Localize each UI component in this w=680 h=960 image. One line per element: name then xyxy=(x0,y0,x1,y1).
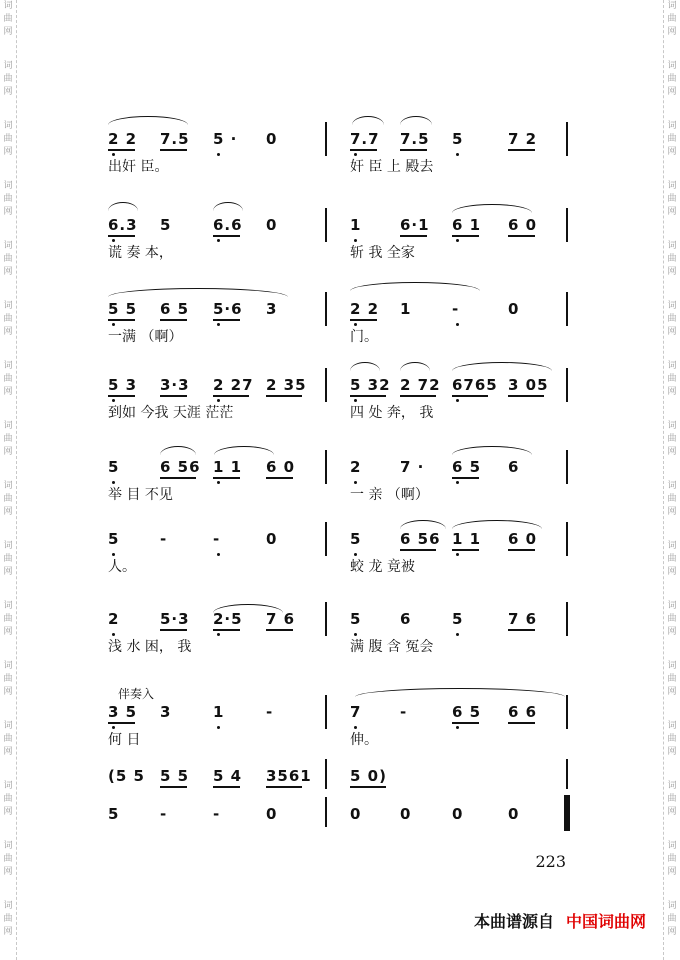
beam-line xyxy=(160,629,187,631)
bar-line xyxy=(566,122,568,156)
bar-line xyxy=(325,122,327,156)
slur xyxy=(213,604,283,613)
note-group: 6 0 xyxy=(508,216,538,234)
beam-line xyxy=(350,395,386,397)
watermark-char: 网 xyxy=(3,327,13,337)
lyric-line: 一 亲 （啊） xyxy=(350,487,429,503)
watermark-char: 词 xyxy=(667,901,677,911)
note-group: 1 xyxy=(400,300,412,318)
bar-line xyxy=(325,208,327,242)
note-group: 5·6 xyxy=(213,300,243,318)
note-group: 3·3 xyxy=(160,376,190,394)
note-group: 5 xyxy=(108,458,120,476)
note-group: - xyxy=(213,805,221,823)
lyric-line: 出奸 臣。 xyxy=(108,159,169,175)
beam-line xyxy=(508,395,544,397)
lyric-line: 蛟 龙 竟被 xyxy=(350,559,415,575)
watermark-char: 曲 xyxy=(667,914,677,924)
accompaniment-annotation: 伴奏入 xyxy=(118,687,155,701)
beam-line xyxy=(452,235,479,237)
note-group: 2 72 xyxy=(400,376,441,394)
watermark-char: 网 xyxy=(3,687,13,697)
beam-line xyxy=(350,786,386,788)
watermark-char: 网 xyxy=(667,507,677,517)
watermark-char: 网 xyxy=(3,807,13,817)
note-group: 1 1 xyxy=(213,458,243,476)
low-octave-dot xyxy=(456,399,459,402)
watermark-char: 词 xyxy=(3,841,13,851)
note-group: 6 1 xyxy=(452,216,482,234)
beam-line xyxy=(452,549,479,551)
watermark-char: 词 xyxy=(3,901,13,911)
watermark-char: 词 xyxy=(667,421,677,431)
note-group: 7 2 xyxy=(508,130,538,148)
lyric-line: 门。 xyxy=(350,329,378,345)
watermark-char: 曲 xyxy=(667,194,677,204)
low-octave-dot xyxy=(456,153,459,156)
watermark-char: 曲 xyxy=(3,734,13,744)
lyric-line: 一满 （啊） xyxy=(108,329,183,345)
watermark-char: 曲 xyxy=(3,434,13,444)
watermark-char: 网 xyxy=(667,267,677,277)
slur xyxy=(452,204,532,213)
slur xyxy=(108,116,188,125)
bar-line xyxy=(325,695,327,729)
note-group: 6.3 xyxy=(108,216,138,234)
slur xyxy=(350,362,380,371)
bar-line xyxy=(566,759,568,789)
beam-line xyxy=(400,395,436,397)
note-group: 2 27 xyxy=(213,376,254,394)
note-group: 7.7 xyxy=(350,130,380,148)
watermark-char: 曲 xyxy=(3,14,13,24)
watermark-char: 曲 xyxy=(3,914,13,924)
low-octave-dot xyxy=(217,153,220,156)
low-octave-dot xyxy=(217,323,220,326)
watermark-char: 词 xyxy=(667,241,677,251)
watermark-char: 网 xyxy=(3,867,13,877)
note-group: 2 xyxy=(108,610,120,628)
slur xyxy=(214,446,274,455)
note-group: 5 xyxy=(452,130,464,148)
note-group: 5 xyxy=(350,530,362,548)
note-group: 6·1 xyxy=(400,216,430,234)
beam-line xyxy=(452,395,488,397)
note-group: 5 32 xyxy=(350,376,391,394)
watermark-char: 词 xyxy=(3,121,13,131)
watermark-char: 网 xyxy=(667,207,677,217)
note-group: - xyxy=(160,530,168,548)
watermark-char: 网 xyxy=(667,147,677,157)
note-group: (5 5 xyxy=(108,767,145,785)
note-group: 3 5 xyxy=(108,703,138,721)
watermark-char: 网 xyxy=(667,447,677,457)
note-group: - xyxy=(452,300,460,318)
watermark-char: 网 xyxy=(667,327,677,337)
watermark-char: 曲 xyxy=(3,554,13,564)
beam-line xyxy=(266,395,302,397)
beam-line xyxy=(213,319,240,321)
low-octave-dot xyxy=(456,239,459,242)
note-group: 7.5 xyxy=(400,130,430,148)
watermark-char: 词 xyxy=(3,181,13,191)
watermark-char: 曲 xyxy=(667,434,677,444)
note-group: 5 xyxy=(160,216,172,234)
note-group: 2 2 xyxy=(350,300,380,318)
beam-line xyxy=(400,235,427,237)
watermark-char: 曲 xyxy=(667,374,677,384)
note-group: 6 56 xyxy=(400,530,441,548)
watermark-char: 词 xyxy=(3,781,13,791)
bar-line xyxy=(566,292,568,326)
bar-line xyxy=(566,602,568,636)
lyric-line: 人。 xyxy=(108,559,136,575)
bar-line xyxy=(325,450,327,484)
watermark-char: 词 xyxy=(667,541,677,551)
watermark-char: 网 xyxy=(667,567,677,577)
watermark-char: 曲 xyxy=(3,254,13,264)
note-group: 5 · xyxy=(213,130,238,148)
watermark-char: 曲 xyxy=(3,314,13,324)
watermark-char: 曲 xyxy=(667,14,677,24)
note-group: 7 xyxy=(350,703,362,721)
note-group: 1 xyxy=(213,703,225,721)
watermark-char: 词 xyxy=(3,241,13,251)
beam-line xyxy=(108,395,135,397)
watermark-char: 词 xyxy=(667,181,677,191)
bar-line xyxy=(566,368,568,402)
note-group: 0 xyxy=(508,300,520,318)
slur xyxy=(452,520,542,529)
watermark-char: 曲 xyxy=(667,674,677,684)
watermark-char: 词 xyxy=(3,601,13,611)
watermark-char: 词 xyxy=(667,481,677,491)
note-group: 6 0 xyxy=(508,530,538,548)
watermark-char: 曲 xyxy=(667,494,677,504)
note-group: 6 5 xyxy=(160,300,190,318)
note-group: 7 6 xyxy=(266,610,296,628)
beam-line xyxy=(160,395,187,397)
note-group: 7 6 xyxy=(508,610,538,628)
bar-line xyxy=(325,797,327,827)
slur xyxy=(108,288,288,297)
beam-line xyxy=(160,319,187,321)
low-octave-dot xyxy=(456,726,459,729)
watermark-char: 曲 xyxy=(3,134,13,144)
slur xyxy=(160,446,196,455)
low-octave-dot xyxy=(456,481,459,484)
beam-line xyxy=(508,149,535,151)
low-octave-dot xyxy=(217,239,220,242)
low-octave-dot xyxy=(217,553,220,556)
bar-line xyxy=(325,759,327,789)
note-group: 6 xyxy=(400,610,412,628)
watermark-char: 词 xyxy=(667,601,677,611)
source-footer xyxy=(474,909,646,932)
slur xyxy=(400,116,432,125)
watermark-char: 词 xyxy=(667,361,677,371)
watermark-char: 词 xyxy=(3,301,13,311)
watermark-char: 曲 xyxy=(667,254,677,264)
footer-site[interactable]: 中国词曲网 xyxy=(565,912,646,931)
note-group: 6765 xyxy=(452,376,498,394)
note-group: 0 xyxy=(508,805,520,823)
beam-line xyxy=(508,549,535,551)
note-group: 7.5 xyxy=(160,130,190,148)
note-group: 2 xyxy=(350,458,362,476)
beam-line xyxy=(213,395,249,397)
watermark-char: 曲 xyxy=(667,854,677,864)
watermark-char: 曲 xyxy=(3,74,13,84)
beam-line xyxy=(213,629,240,631)
bar-line xyxy=(566,208,568,242)
lyric-line: 满 腹 含 冤会 xyxy=(350,639,434,655)
watermark-char: 词 xyxy=(667,1,677,11)
note-group: 0 xyxy=(266,805,278,823)
beam-line xyxy=(108,149,135,151)
slur xyxy=(400,520,446,529)
beam-line xyxy=(266,786,302,788)
watermark-char: 曲 xyxy=(3,794,13,804)
note-group: 5 4 xyxy=(213,767,243,785)
beam-line xyxy=(160,477,196,479)
watermark-char: 网 xyxy=(667,867,677,877)
note-group: 6 5 xyxy=(452,703,482,721)
note-group: 6 0 xyxy=(266,458,296,476)
lyric-line: 谎 奏 本， xyxy=(108,245,173,261)
page-number: 223 xyxy=(535,852,566,871)
note-group: 0 xyxy=(452,805,464,823)
watermark-char: 网 xyxy=(667,747,677,757)
watermark-char: 网 xyxy=(667,927,677,937)
bar-line xyxy=(325,522,327,556)
watermark-char: 曲 xyxy=(667,794,677,804)
slur xyxy=(355,688,565,697)
watermark-char: 词 xyxy=(667,721,677,731)
lyric-line: 举 目 不见 xyxy=(108,487,173,503)
watermark-char: 词 xyxy=(667,61,677,71)
note-group: - xyxy=(213,530,221,548)
watermark-char: 词 xyxy=(3,661,13,671)
note-group: 5 xyxy=(108,530,120,548)
low-octave-dot xyxy=(456,633,459,636)
watermark-char: 词 xyxy=(3,61,13,71)
bar-line xyxy=(566,695,568,729)
bar-line xyxy=(325,292,327,326)
note-group: 5 0) xyxy=(350,767,387,785)
note-group: 6 xyxy=(508,458,520,476)
watermark-char: 网 xyxy=(667,807,677,817)
watermark-char: 网 xyxy=(3,927,13,937)
low-octave-dot xyxy=(456,553,459,556)
slur xyxy=(108,202,138,211)
beam-line xyxy=(266,477,293,479)
watermark-char: 曲 xyxy=(667,614,677,624)
note-group: 7 · xyxy=(400,458,425,476)
note-group: 3 05 xyxy=(508,376,549,394)
beam-line xyxy=(213,786,240,788)
note-group: 3 xyxy=(266,300,278,318)
beam-line xyxy=(508,629,535,631)
watermark-char: 网 xyxy=(3,147,13,157)
watermark-char: 网 xyxy=(3,387,13,397)
note-group: 5·3 xyxy=(160,610,190,628)
note-group: 6.6 xyxy=(213,216,243,234)
note-group: 6 5 xyxy=(452,458,482,476)
lyric-line: 伸。 xyxy=(350,732,378,748)
low-octave-dot xyxy=(456,323,459,326)
slur xyxy=(452,446,532,455)
watermark-char: 曲 xyxy=(3,494,13,504)
watermark-char: 词 xyxy=(3,721,13,731)
watermark-char: 网 xyxy=(3,567,13,577)
low-octave-dot xyxy=(217,726,220,729)
left-watermark-strip xyxy=(0,0,17,960)
note-group: 1 xyxy=(350,216,362,234)
note-group: - xyxy=(160,805,168,823)
watermark-char: 词 xyxy=(667,661,677,671)
beam-line xyxy=(508,235,535,237)
watermark-char: 曲 xyxy=(3,374,13,384)
watermark-char: 网 xyxy=(3,747,13,757)
note-group: 6 56 xyxy=(160,458,201,476)
watermark-char: 网 xyxy=(3,447,13,457)
note-group: 5 xyxy=(350,610,362,628)
note-group: 5 5 xyxy=(160,767,190,785)
slur xyxy=(352,116,384,125)
watermark-char: 词 xyxy=(3,1,13,11)
note-group: 2·5 xyxy=(213,610,243,628)
watermark-char: 网 xyxy=(3,87,13,97)
note-group: 3561 xyxy=(266,767,312,785)
lyric-line: 四 处 奔， 我 xyxy=(350,405,434,421)
note-group: 0 xyxy=(400,805,412,823)
watermark-char: 词 xyxy=(667,121,677,131)
lyric-line: 浅 水 困， 我 xyxy=(108,639,192,655)
watermark-char: 网 xyxy=(667,387,677,397)
lyric-line: 到如 今我 天涯 茫茫 xyxy=(108,405,234,421)
watermark-char: 曲 xyxy=(667,134,677,144)
watermark-char: 网 xyxy=(667,627,677,637)
watermark-char: 曲 xyxy=(667,734,677,744)
note-group: 2 35 xyxy=(266,376,307,394)
beam-line xyxy=(108,319,135,321)
low-octave-dot xyxy=(217,481,220,484)
bar-line xyxy=(325,602,327,636)
beam-line xyxy=(400,549,436,551)
watermark-char: 词 xyxy=(667,301,677,311)
beam-line xyxy=(452,477,479,479)
right-watermark-strip xyxy=(663,0,680,960)
note-group: - xyxy=(400,703,408,721)
bar-line xyxy=(566,450,568,484)
watermark-char: 网 xyxy=(667,687,677,697)
slur xyxy=(350,282,480,291)
note-group: - xyxy=(266,703,274,721)
note-group: 6 6 xyxy=(508,703,538,721)
note-group: 2 2 xyxy=(108,130,138,148)
beam-line xyxy=(350,319,377,321)
note-group: 0 xyxy=(266,130,278,148)
slur xyxy=(213,202,243,211)
beam-line xyxy=(452,722,479,724)
watermark-char: 网 xyxy=(667,87,677,97)
beam-line xyxy=(213,477,240,479)
watermark-char: 网 xyxy=(3,507,13,517)
note-group: 1 1 xyxy=(452,530,482,548)
watermark-char: 词 xyxy=(3,421,13,431)
note-group: 0 xyxy=(266,530,278,548)
watermark-char: 曲 xyxy=(667,554,677,564)
beam-line xyxy=(160,786,187,788)
watermark-char: 曲 xyxy=(667,74,677,84)
watermark-char: 词 xyxy=(667,781,677,791)
bar-line xyxy=(325,368,327,402)
note-group: 5 xyxy=(108,805,120,823)
watermark-char: 曲 xyxy=(667,314,677,324)
watermark-char: 词 xyxy=(3,541,13,551)
lyric-line: 何 日 xyxy=(108,732,141,748)
bar-line xyxy=(566,522,568,556)
watermark-char: 曲 xyxy=(3,614,13,624)
low-octave-dot xyxy=(217,633,220,636)
note-group: 5 xyxy=(452,610,464,628)
note-group: 0 xyxy=(350,805,362,823)
note-group: 0 xyxy=(266,216,278,234)
watermark-char: 词 xyxy=(3,481,13,491)
beam-line xyxy=(266,629,293,631)
note-group: 5 3 xyxy=(108,376,138,394)
beam-line xyxy=(108,235,135,237)
beam-line xyxy=(160,149,187,151)
watermark-char: 词 xyxy=(667,841,677,851)
beam-line xyxy=(350,149,377,151)
slur xyxy=(452,362,552,371)
watermark-char: 曲 xyxy=(3,854,13,864)
lyric-line: 奸 臣 上 殿去 xyxy=(350,159,434,175)
lyric-line: 斩 我 全家 xyxy=(350,245,415,261)
note-group: 5 5 xyxy=(108,300,138,318)
watermark-char: 网 xyxy=(667,27,677,37)
slur xyxy=(400,362,430,371)
watermark-char: 网 xyxy=(3,27,13,37)
watermark-char: 网 xyxy=(3,207,13,217)
final-bar-line xyxy=(564,795,570,831)
footer-prefix: 本曲谱源自 xyxy=(473,912,554,931)
watermark-char: 曲 xyxy=(3,674,13,684)
watermark-char: 网 xyxy=(3,627,13,637)
note-group: 3 xyxy=(160,703,172,721)
beam-line xyxy=(508,722,535,724)
beam-line xyxy=(213,235,240,237)
watermark-char: 网 xyxy=(3,267,13,277)
beam-line xyxy=(400,149,427,151)
watermark-char: 曲 xyxy=(3,194,13,204)
watermark-char: 词 xyxy=(3,361,13,371)
beam-line xyxy=(108,722,135,724)
